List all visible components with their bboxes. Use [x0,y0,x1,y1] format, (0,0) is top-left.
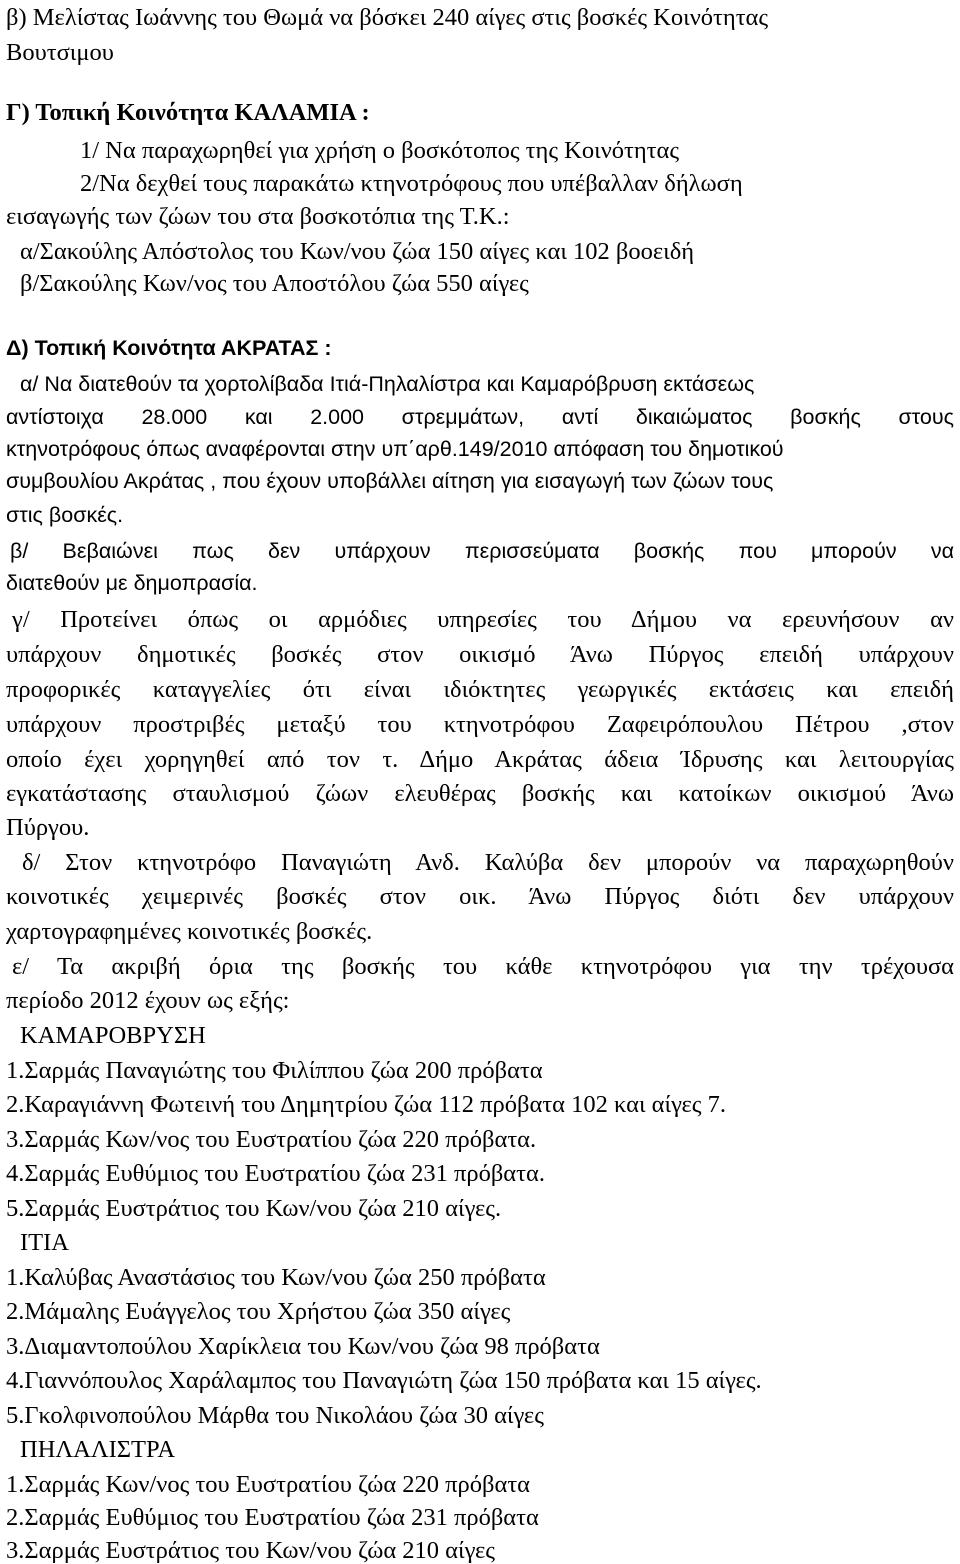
text-line-2: Βουτσιμου [6,39,114,66]
subheading-kamarovrysi: ΚΑΜΑΡΟΒΡΥΣΗ [20,1022,206,1049]
list-item: 3.Σαρμάς Ευστράτιος του Κων/νου ζώα 210 αίγες [6,1537,495,1564]
text-line-23: Πύργου. [6,814,90,841]
text-line-5: 2/Να δεχθεί τους παρακάτω κτηνοτρόφους που υπέβαλλαν δήλωση [80,170,743,197]
text-line-20: υπάρχουν προστριβές μεταξύ του κτηνοτρόφου Ζαφειρόπουλου Πέτρου ,στον [6,711,954,738]
text-line-22: εγκατάστασης σταυλισμού ζώων ελευθέρας βοσκής και κατοίκων οικισμού Άνω [6,780,954,807]
text-line-8: β/Σακούλης Κων/νος του Αποστόλου ζώα 550 αίγες [20,270,529,297]
list-item: 1.Καλύβας Αναστάσιος του Κων/νου ζώα 250 πρόβατα [6,1264,546,1291]
section-heading-akratas: Δ) Τοπική Κοινότητα ΑΚΡΑΤΑΣ : [6,336,332,360]
subheading-itia: ΙΤΙΑ [20,1229,69,1256]
text-line-25: κοινοτικές χειμερινές βοσκές στον οικ. Άνω Πύργος διότι δεν υπάρχουν [6,883,954,910]
text-line-19: προφορικές καταγγελίες ότι είναι ιδιόκτητες γεωργικές εκτάσεις και επειδή [6,676,954,703]
text-line-14: στις βοσκές. [6,503,124,527]
text-line-11: αντίστοιχα 28.000 και 2.000 στρεμμάτων, αντί δικαιώματος βοσκής στους [6,405,954,429]
subheading-pilalistra: ΠΗΛΑΛΙΣΤΡΑ [20,1436,176,1463]
text-line-17: γ/ Προτείνει όπως οι αρμόδιες υπηρεσίες του Δήμου να ερευνήσουν αν [12,606,954,633]
list-item: 1.Σαρμάς Κων/νος του Ευστρατίου ζώα 220 πρόβατα [6,1471,530,1498]
list-item: 5.Σαρμάς Ευστράτιος του Κων/νου ζώα 210 αίγες. [6,1195,502,1222]
text-line-26: χαρτογραφημένες κοινοτικές βοσκές. [6,918,373,945]
text-line-1: β) Μελίστας Ιωάννης του Θωμά να βόσκει 240 αίγες στις βοσκές Κοινότητας [6,4,769,31]
text-line-7: α/Σακούλης Απόστολος του Κων/νου ζώα 150 αίγες και 102 βοοειδή [20,238,695,265]
text-line-21: οποίο έχει χορηγηθεί από τον τ. Δήμο Ακράτας άδεια Ίδρυσης και λειτουργίας [6,746,954,773]
text-line-16: διατεθούν με δημοπρασία. [6,571,258,595]
text-line-12: κτηνοτρόφους όπως αναφέρονται στην υπ΄αρθ.149/2010 απόφαση του δημοτικού [6,437,784,461]
text-line-6: εισαγωγής των ζώων του στα βοσκοτόπια της Τ.Κ.: [6,203,510,230]
list-item: 5.Γκολφινοπούλου Μάρθα του Νικολάου ζώα 30 αίγες [6,1402,544,1429]
section-heading-kalamia: Γ) Τοπική Κοινότητα ΚΑΛΑΜΙΑ : [6,99,370,126]
list-item: 3.Σαρμάς Κων/νος του Ευστρατίου ζώα 220 πρόβατα. [6,1126,537,1153]
list-item: 4.Σαρμάς Ευθύμιος του Ευστρατίου ζώα 231 πρόβατα. [6,1160,545,1187]
list-item: 2.Μάμαλης Ευάγγελος του Χρήστου ζώα 350 αίγες [6,1298,511,1325]
text-line-24: δ/ Στον κτηνοτρόφο Παναγιώτη Ανδ. Καλύβα δεν μπορούν να παραχωρηθούν [22,849,954,876]
text-line-15: β/ Βεβαιώνει πως δεν υπάρχουν περισσεύματα βοσκής που μπορούν να [10,539,954,563]
list-item: 2.Καραγιάννη Φωτεινή του Δημητρίου ζώα 112 πρόβατα 102 και αίγες 7. [6,1091,727,1118]
text-line-4: 1/ Να παραχωρηθεί για χρήση ο βοσκότοπος της Κοινότητας [80,137,680,164]
list-item: 3.Διαμαντοπούλου Χαρίκλεια του Κων/νου ζώα 98 πρόβατα [6,1333,600,1360]
text-line-10: α/ Να διατεθούν τα χορτολίβαδα Ιτιά-Πηλαλίστρα και Καμαρόβρυση εκτάσεως [20,372,755,396]
text-line-13: συμβουλίου Ακράτας , που έχουν υποβάλλει αίτηση για εισαγωγή των ζώων τους [6,469,774,493]
list-item: 4.Γιαννόπουλος Χαράλαμπος του Παναγιώτη ζώα 150 πρόβατα και 15 αίγες. [6,1367,762,1394]
list-item: 1.Σαρμάς Παναγιώτης του Φιλίππου ζώα 200 πρόβατα [6,1057,543,1084]
text-line-28: περίοδο 2012 έχουν ως εξής: [6,987,290,1014]
text-line-18: υπάρχουν δημοτικές βοσκές στον οικισμό Άνω Πύργος επειδή υπάρχουν [6,641,954,668]
list-item: 2.Σαρμάς Ευθύμιος του Ευστρατίου ζώα 231 πρόβατα [6,1504,539,1531]
text-line-27: ε/ Τα ακριβή όρια της βοσκής του κάθε κτηνοτρόφου για την τρέχουσα [12,953,954,980]
